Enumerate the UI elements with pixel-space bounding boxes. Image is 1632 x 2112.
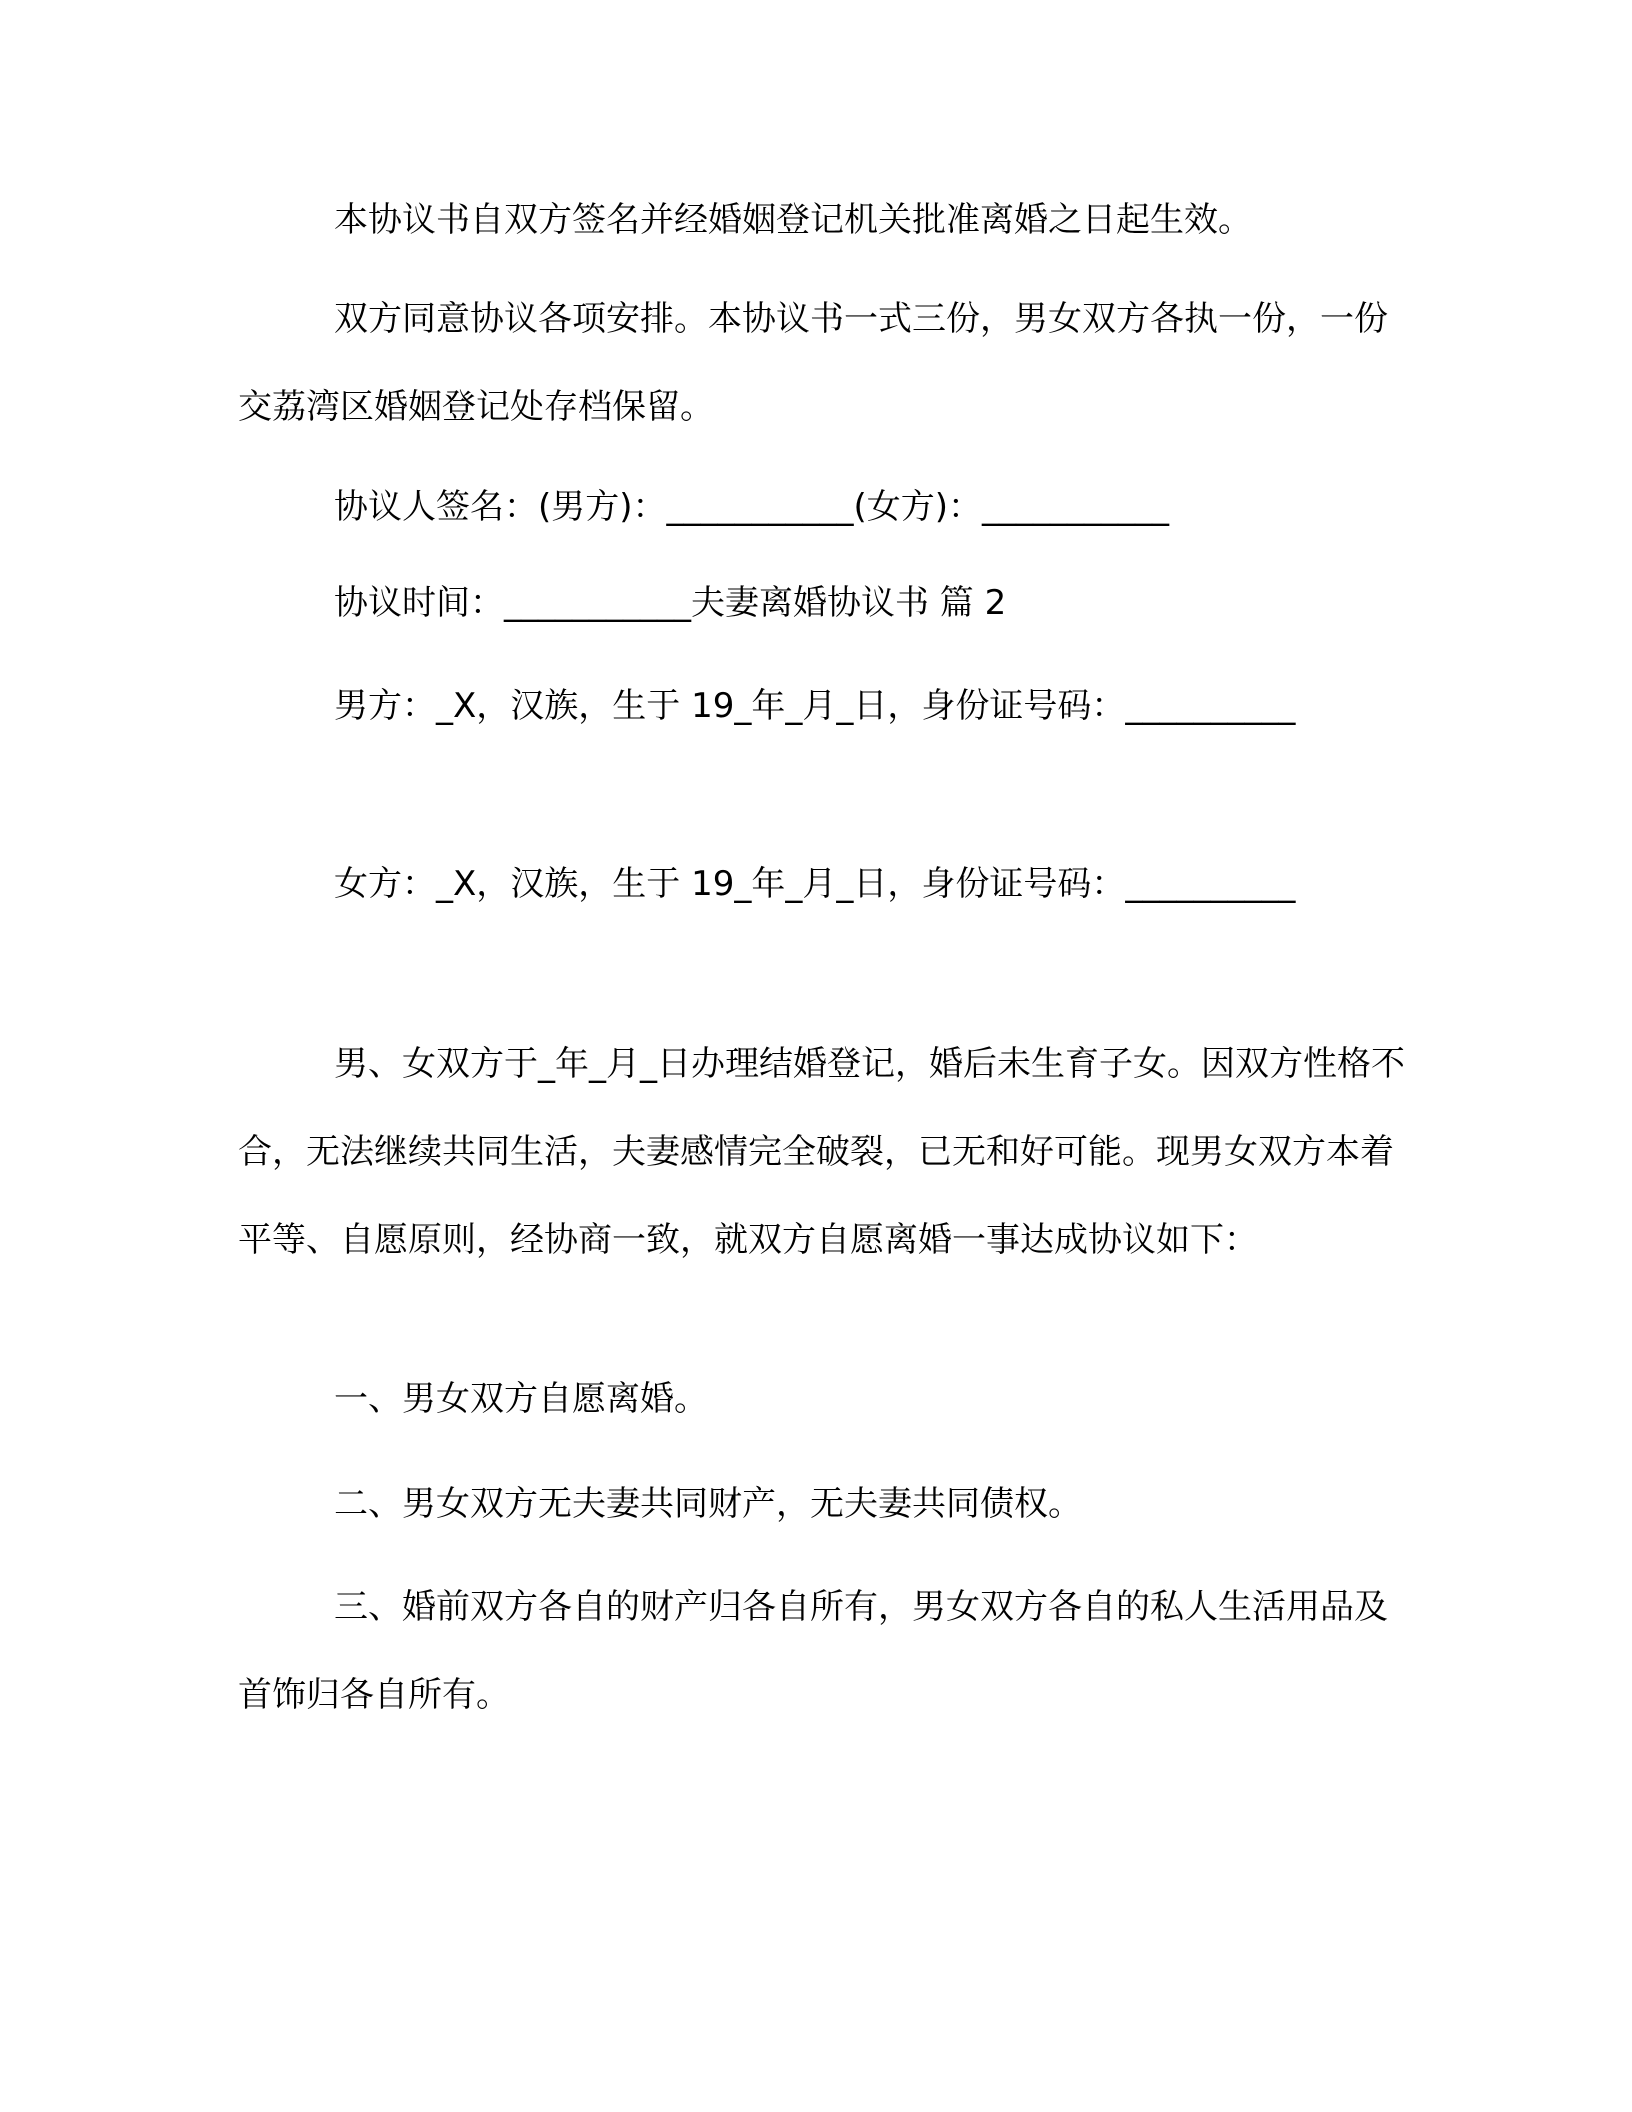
paragraph-effective-clause: 本协议书自双方签名并经婚姻登记机关批准离婚之日起生效。 [334,200,1252,240]
paragraph-male-party: 男方：_X，汉族，生于 19_年_月_日，身份证号码：__________ [334,686,1296,726]
paragraph-signatures: 协议人签名：(男方)：___________(女方)：___________ [334,487,1170,527]
paragraph-background: 男、女双方于_年_月_日办理结婚登记，婚后未生育子女。因双方性格不合，无法继续共同生活，夫妻感情完全破裂，已无和好可能。现男女双方本着平等、自愿原则，经协商一致，就双方自愿离婚一事达成协议如下： [238,1044,1405,1260]
paragraph-clause-1: 一、男女双方自愿离婚。 [334,1379,708,1419]
paragraph-female-party: 女方：_X，汉族，生于 19_年_月_日，身份证号码：__________ [334,864,1296,904]
paragraph-clause-2: 二、男女双方无夫妻共同财产，无夫妻共同债权。 [334,1484,1082,1524]
paragraph-clause-3: 三、婚前双方各自的财产归各自所有，男女双方各自的私人生活用品及首饰归各自所有。 [238,1587,1388,1715]
paragraph-agreement-date: 协议时间：___________夫妻离婚协议书 篇 2 [334,583,1007,623]
paragraph-copies-clause: 双方同意协议各项安排。本协议书一式三份，男女双方各执一份，一份交荔湾区婚姻登记处存档保留。 [238,299,1388,427]
